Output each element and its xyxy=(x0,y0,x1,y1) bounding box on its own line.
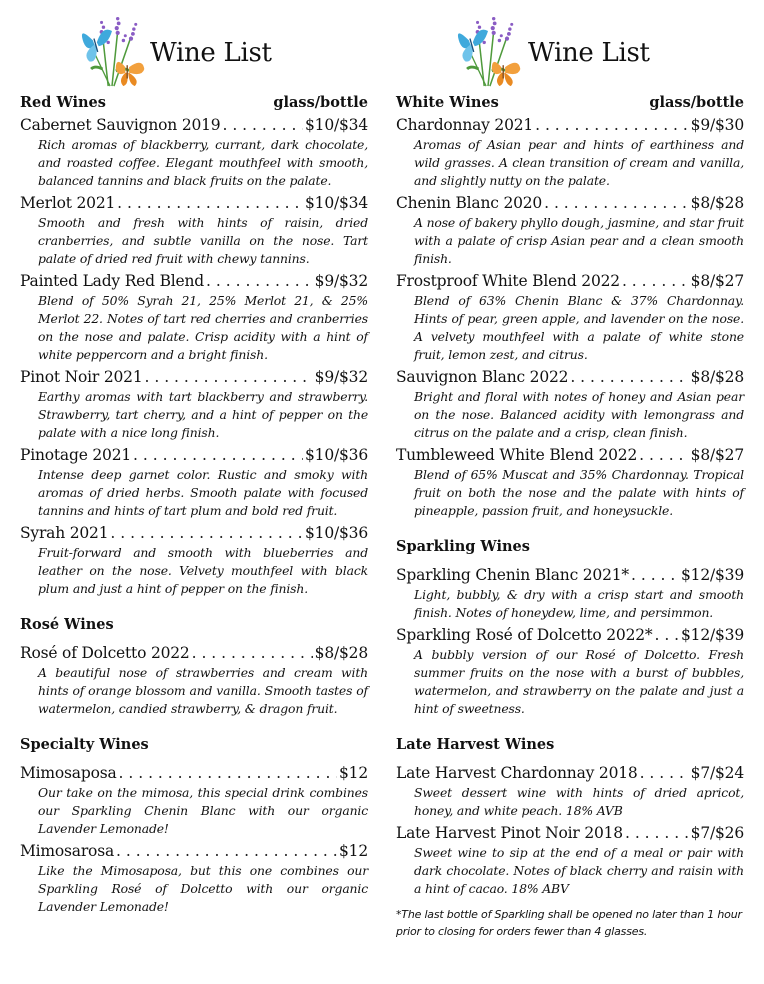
wine-price: $10/$34 xyxy=(305,116,368,134)
left-header xyxy=(20,0,368,92)
wine-name: Sparkling Chenin Blanc 2021* xyxy=(396,566,629,584)
wine-price: $8/$27 xyxy=(690,272,744,290)
wine-price: $7/$24 xyxy=(690,764,744,782)
wine-item xyxy=(396,192,744,268)
wine-name: Painted Lady Red Blend xyxy=(20,272,205,290)
right-header xyxy=(396,0,744,92)
wine-description: Bright and floral with notes of honey and Asian pear on the nose. Balanced acidity with lemongrass and citrus on the palate and a crisp, clean finish. xyxy=(414,389,744,440)
dot-leader xyxy=(535,114,689,136)
wine-name: Sparkling Rosé of Dolcetto 2022* xyxy=(396,626,653,644)
dot-leader xyxy=(119,762,337,784)
section-heading xyxy=(20,614,368,636)
wine-item-line xyxy=(20,642,368,664)
wine-description: Earthy aromas with tart blackberry and strawberry. Strawberry, tart cherry, and a hint of pepper on the palate with a nice long finish. xyxy=(38,389,368,440)
right-column xyxy=(396,0,744,940)
wine-name: Syrah 2021 xyxy=(20,524,109,542)
dot-leader xyxy=(544,192,689,214)
section-title: Specialty Wines xyxy=(20,736,149,753)
wine-description: Aromas of Asian pear and hints of earthiness and wild grasses. A clean transition of cream and vanilla, and slightly nutty on the palate. xyxy=(414,137,744,188)
wine-item-line xyxy=(20,366,368,388)
wine-name: Mimosaposa xyxy=(20,764,117,782)
wine-item xyxy=(396,564,744,622)
section-heading xyxy=(396,92,744,114)
dot-leader xyxy=(631,564,679,586)
wine-name: Rosé of Dolcetto 2022 xyxy=(20,644,190,662)
wine-item xyxy=(20,366,368,442)
wine-description: Blend of 63% Chenin Blanc & 37% Chardonnay. Hints of pear, green apple, and lavender on the nose. A velvety mouthfeel with a palate of white stone fruit, lemon zest, and citrus. xyxy=(414,293,744,362)
wine-name: Tumbleweed White Blend 2022 xyxy=(396,446,638,464)
wine-price: $8/$28 xyxy=(314,644,368,662)
wine-price: $10/$36 xyxy=(305,524,368,542)
wine-price: $8/$27 xyxy=(690,446,744,464)
wine-item-line xyxy=(20,270,368,292)
wine-price: $9/$32 xyxy=(314,272,368,290)
section-title: Rosé Wines xyxy=(20,616,114,633)
dot-leader xyxy=(622,270,689,292)
wine-description: A beautiful nose of strawberries and cream with hints of orange blossom and vanilla. Smooth tastes of watermelon, candied strawberry, & dragon fruit. xyxy=(38,665,368,716)
wine-item-line xyxy=(20,114,368,136)
wine-item xyxy=(20,114,368,190)
wine-name: Pinot Noir 2021 xyxy=(20,368,143,386)
wine-name: Cabernet Sauvignon 2019 xyxy=(20,116,221,134)
wine-description: Smooth and fresh with hints of raisin, dried cranberries, and subtle vanilla on the nose. Tart palate of dried red fruit with chewy tannins. xyxy=(38,215,368,266)
wine-item xyxy=(20,192,368,268)
wine-name: Chenin Blanc 2020 xyxy=(396,194,543,212)
wine-item xyxy=(20,522,368,598)
wine-description: Rich aromas of blackberry, currant, dark chocolate, and roasted coffee. Elegant mouthfeel with smooth, balanced tannins and black fruits on the palate. xyxy=(38,137,368,188)
dot-leader xyxy=(110,522,303,544)
wine-item-line xyxy=(20,522,368,544)
section-heading xyxy=(396,536,744,558)
wine-price: $12 xyxy=(339,842,368,860)
wine-description: Blend of 65% Muscat and 35% Chardonnay. Tropical fruit on both the nose and the palate with hints of pineapple, passion fruit, and honeysuckle. xyxy=(414,467,744,518)
wine-description: Fruit-forward and smooth with blueberries and leather on the nose. Velvety mouthfeel with black plum and just a hint of pepper on the finish. xyxy=(38,545,368,596)
right-menu-body xyxy=(396,92,744,898)
butterfly-lavender-logo-icon xyxy=(74,12,150,88)
wine-item-line xyxy=(396,624,744,646)
wine-name: Mimosarosa xyxy=(20,842,114,860)
wine-price: $12/$39 xyxy=(681,566,744,584)
section-title: Red Wines xyxy=(20,94,106,111)
wine-item-line xyxy=(20,444,368,466)
wine-name: Late Harvest Chardonnay 2018 xyxy=(396,764,638,782)
dot-leader xyxy=(206,270,313,292)
dot-leader xyxy=(117,192,303,214)
wine-item xyxy=(20,642,368,718)
wine-price: $10/$34 xyxy=(305,194,368,212)
section-heading xyxy=(396,734,744,756)
wine-item xyxy=(20,762,368,838)
dot-leader xyxy=(116,840,337,862)
section-heading xyxy=(20,734,368,756)
wine-item-line xyxy=(396,762,744,784)
wine-description: Sweet wine to sip at the end of a meal or pair with dark chocolate. Notes of black cherry and raisin with a hint of cacao. 18% ABV xyxy=(414,845,744,896)
dot-leader xyxy=(654,624,679,646)
wine-item-line xyxy=(20,192,368,214)
wine-item-line xyxy=(396,270,744,292)
wine-price: $8/$28 xyxy=(690,368,744,386)
wine-price: $7/$26 xyxy=(690,824,744,842)
wine-name: Pinotage 2021 xyxy=(20,446,132,464)
wine-description: A nose of bakery phyllo dough, jasmine, and star fruit with a palate of crisp Asian pear and a clean smooth finish. xyxy=(414,215,745,266)
dot-leader xyxy=(145,366,313,388)
section-title: White Wines xyxy=(396,94,499,111)
wine-item-line xyxy=(396,444,744,466)
wine-item xyxy=(396,762,744,820)
wine-item xyxy=(396,270,744,364)
glass-bottle-label: glass/bottle xyxy=(649,94,744,111)
wine-description: Like the Mimosaposa, but this one combines our Sparkling Rosé of Dolcetto with our organic Lavender Lemonade! xyxy=(38,863,368,914)
wine-item-line xyxy=(396,822,744,844)
wine-item-line xyxy=(20,840,368,862)
wine-item xyxy=(396,444,744,520)
dot-leader xyxy=(625,822,689,844)
wine-name: Sauvignon Blanc 2022 xyxy=(396,368,569,386)
sparkling-footnote: *The last bottle of Sparkling shall be opened no later than 1 hour prior to closing for orders fewer than 4 glasses. xyxy=(396,908,742,938)
dot-leader xyxy=(222,114,303,136)
wine-item-line xyxy=(20,762,368,784)
wine-price: $9/$32 xyxy=(314,368,368,386)
page-title: Wine List xyxy=(150,38,272,68)
wine-description: Our take on the mimosa, this special drink combines our Sparkling Chenin Blanc with our organic Lavender Lemonade! xyxy=(38,785,368,836)
wine-price: $8/$28 xyxy=(690,194,744,212)
section-heading xyxy=(20,92,368,114)
wine-item xyxy=(20,444,368,520)
page-title: Wine List xyxy=(528,38,650,68)
dot-leader xyxy=(133,444,303,466)
left-column xyxy=(20,0,368,918)
wine-item xyxy=(20,270,368,364)
wine-name: Merlot 2021 xyxy=(20,194,116,212)
wine-item-line xyxy=(396,192,744,214)
wine-item xyxy=(396,366,744,442)
wine-description: Intense deep garnet color. Rustic and smoky with aromas of dried herbs. Smooth palate with focused tannins and hints of tart plum and bold red fruit. xyxy=(38,467,368,518)
wine-item-line xyxy=(396,564,744,586)
wine-item xyxy=(396,624,744,718)
wine-item-line xyxy=(396,114,744,136)
wine-description: A bubbly version of our Rosé of Dolcetto. Fresh summer fruits on the nose with a burst of bubbles, watermelon, and strawberry on the palate and just a hint of sweetness. xyxy=(414,647,744,716)
dot-leader xyxy=(192,642,313,664)
section-title: Sparkling Wines xyxy=(396,538,530,555)
wine-price: $12/$39 xyxy=(681,626,744,644)
wine-description: Light, bubbly, & dry with a crisp start and smooth finish. Notes of honeydew, lime, and persimmon. xyxy=(414,587,744,620)
wine-price: $12 xyxy=(339,764,368,782)
wine-price: $10/$36 xyxy=(305,446,368,464)
butterfly-lavender-logo-icon xyxy=(450,12,526,88)
section-title: Late Harvest Wines xyxy=(396,736,555,753)
wine-description: Blend of 50% Syrah 21, 25% Merlot 21, & 25% Merlot 22. Notes of tart red cherries and cranberries on the nose and palate. Crisp acidity with a hint of white peppercorn and a bright finish. xyxy=(38,293,368,362)
dot-leader xyxy=(639,444,689,466)
dot-leader xyxy=(570,366,688,388)
wine-item xyxy=(396,114,744,190)
wine-item-line xyxy=(396,366,744,388)
wine-item xyxy=(396,822,744,898)
wine-price: $9/$30 xyxy=(690,116,744,134)
dot-leader xyxy=(640,762,689,784)
wine-name: Frostproof White Blend 2022 xyxy=(396,272,620,290)
glass-bottle-label: glass/bottle xyxy=(273,94,368,111)
wine-description: Sweet dessert wine with hints of dried apricot, honey, and white peach. 18% AVB xyxy=(414,785,744,818)
left-menu-body xyxy=(20,92,368,916)
wine-name: Chardonnay 2021 xyxy=(396,116,534,134)
wine-name: Late Harvest Pinot Noir 2018 xyxy=(396,824,623,842)
wine-item xyxy=(20,840,368,916)
